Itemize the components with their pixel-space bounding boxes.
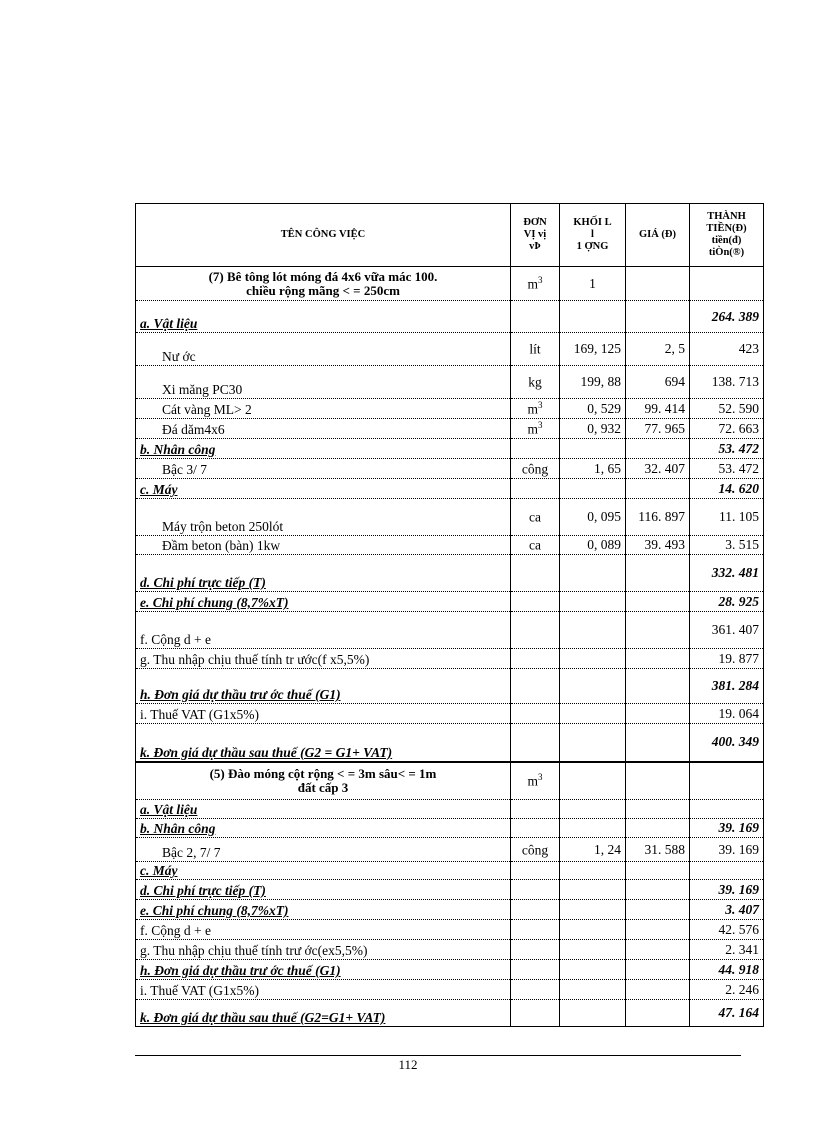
cell-quantity: 1, 65 [560,459,626,479]
item-label: i. Thuế VAT (G1x5%) [140,707,260,722]
table-row [136,479,764,499]
cell-work-name [136,459,511,479]
table-row [136,704,764,724]
table-row [136,333,764,366]
cell-price: 694 [626,366,690,399]
unit-exponent: 3 [538,274,543,285]
page-number: 112 [398,1057,418,1072]
cell-total: 423 [690,333,764,366]
cell-quantity: 199, 88 [560,366,626,399]
category-label: c. Máy [140,482,178,497]
cell-quantity: 0, 932 [560,419,626,439]
cell-price [626,1000,690,1027]
cell-quantity [560,301,626,333]
cell-work-name [136,333,511,366]
cell-unit [511,980,560,1000]
cell-total: 39. 169 [690,838,764,862]
cell-unit [511,592,560,612]
cell-quantity [560,439,626,459]
section-title-line: (7) Bê tông lót móng đá 4x6 vữa mác 100. [208,268,438,284]
cell-total: 42. 576 [690,920,764,940]
cell-quantity: 1, 24 [560,838,626,862]
cell-work-name [136,649,511,669]
item-label: f. Cộng d + e [140,632,211,647]
category-label: h. Đơn giá dự thầu trư ớc thuế (G1) [140,687,341,702]
cell-quantity [560,920,626,940]
cell-work-name [136,301,511,333]
cell-price [626,980,690,1000]
cell-quantity [560,479,626,499]
cell-work-name [136,980,511,1000]
table-row [136,592,764,612]
category-label: a. Vật liệu [140,802,198,817]
cell-unit [511,940,560,960]
cell-work-name [136,960,511,980]
table-header [136,204,764,267]
cell-unit [511,724,560,762]
cell-quantity [560,819,626,838]
table-row [136,459,764,479]
item-label: f. Cộng d + e [140,923,211,938]
cell-price: 77. 965 [626,419,690,439]
table-row [136,980,764,1000]
cell-quantity [560,762,626,800]
cell-total: 3. 515 [690,536,764,555]
cell-price [626,920,690,940]
cell-total: 53. 472 [690,439,764,459]
table-row [136,555,764,592]
cell-price [626,592,690,612]
item-label: g. Thu nhập chịu thuế tính trư ớc(ex5,5%) [140,943,368,958]
header-quantity: KHỐI L l 1 ỢNG [560,204,626,267]
cell-unit [511,900,560,920]
cell-total [690,267,764,301]
cell-work-name [136,366,511,399]
cell-price [626,940,690,960]
cell-total: 53. 472 [690,459,764,479]
cell-price [626,862,690,880]
cell-unit [511,536,560,555]
footer-rule [135,1055,741,1056]
unit-text: lít [529,341,541,357]
item-label: Xi măng PC30 [162,382,243,397]
table-row [136,267,764,301]
cell-price [626,555,690,592]
item-label: i. Thuế VAT (G1x5%) [140,983,260,998]
cell-quantity [560,592,626,612]
item-label: Bậc 2, 7/ 7 [162,845,221,860]
cell-quantity: 169, 125 [560,333,626,366]
cell-work-name [136,862,511,880]
cell-work-name [136,880,511,900]
header-total: THÀNH TIỀN(Đ) tiền(đ) tiÒn(®) [690,204,764,267]
unit-text: m [527,401,538,417]
cell-quantity [560,704,626,724]
cell-price: 31. 588 [626,838,690,862]
table-row [136,960,764,980]
cell-unit [511,960,560,980]
cell-work-name [136,940,511,960]
table-row [136,301,764,333]
section-title-line: (5) Đào móng cột rộng < = 3m sâu< = 1m [209,765,437,781]
cell-total: 400. 349 [690,724,764,762]
cell-unit [511,333,560,366]
item-label: Đá dăm4x6 [162,422,225,437]
cell-total: 39. 169 [690,880,764,900]
header-unit: ĐƠN VỊ vị vÞ [511,204,560,267]
unit-exponent: 3 [538,399,543,410]
cell-total: 14. 620 [690,479,764,499]
cell-price: 99. 414 [626,399,690,419]
table-row [136,366,764,399]
table-row [136,419,764,439]
cell-price [626,800,690,819]
cell-work-name [136,704,511,724]
category-label: k. Đơn giá dự thầu sau thuế (G2 = G1+ VAT) [140,744,393,760]
cell-total: 264. 389 [690,301,764,333]
category-label: d. Chi phí trực tiếp (T) [140,575,266,590]
header-price: GIÁ (Đ) [626,204,690,267]
cell-quantity [560,669,626,704]
cell-unit [511,762,560,800]
cell-quantity [560,862,626,880]
cell-price: 39. 493 [626,536,690,555]
cell-unit [511,366,560,399]
cell-price [626,900,690,920]
cell-total: 19. 064 [690,704,764,724]
estimate-table [135,203,764,1027]
cell-unit [511,301,560,333]
table-row [136,1000,764,1027]
unit-text: ca [529,509,541,525]
cell-price [626,649,690,669]
cell-total: 361. 407 [690,612,764,649]
cell-work-name [136,399,511,419]
item-label: Bậc 3/ 7 [162,462,207,477]
cell-unit [511,704,560,724]
cell-total: 28. 925 [690,592,764,612]
cell-unit [511,800,560,819]
unit-text: m [527,421,538,437]
cell-total: 39. 169 [690,819,764,838]
cell-unit [511,555,560,592]
cell-total: 11. 105 [690,499,764,536]
table-row [136,838,764,862]
cell-unit [511,920,560,940]
cell-work-name [136,439,511,459]
cell-work-name [136,419,511,439]
cell-quantity: 0, 089 [560,536,626,555]
table-row [136,536,764,555]
category-label: b. Nhân công [140,442,216,457]
cell-quantity: 0, 529 [560,399,626,419]
cell-quantity [560,960,626,980]
cell-total: 19. 877 [690,649,764,669]
table-row [136,612,764,649]
unit-text: m [527,773,538,789]
cell-price [626,479,690,499]
category-label: e. Chi phí chung (8,7%xT) [140,595,289,610]
category-label: b. Nhân công [140,821,216,836]
category-label: d. Chi phí trực tiếp (T) [140,883,266,898]
unit-text: ca [529,537,541,553]
cell-quantity [560,980,626,1000]
cell-price [626,612,690,649]
table-row [136,940,764,960]
item-label: Cát vàng ML> 2 [162,402,252,417]
cell-unit [511,267,560,301]
cell-work-name [136,479,511,499]
cell-total: 332. 481 [690,555,764,592]
cell-price: 116. 897 [626,499,690,536]
cell-unit [511,880,560,900]
unit-text: công [521,461,549,477]
unit-exponent: 3 [538,419,543,430]
cell-work-name [136,536,511,555]
cell-work-name [136,838,511,862]
cell-quantity [560,555,626,592]
category-label: a. Vật liệu [140,316,198,331]
section-title-line: đất cấp 3 [297,779,349,795]
cell-unit [511,399,560,419]
table-row [136,649,764,669]
cell-price [626,704,690,724]
table-row [136,900,764,920]
cell-unit [511,459,560,479]
cell-quantity: 1 [560,267,626,301]
cell-price [626,669,690,704]
cell-unit [511,669,560,704]
cell-price [626,267,690,301]
cell-unit [511,612,560,649]
cell-price [626,819,690,838]
cell-price [626,439,690,459]
cell-work-name [136,800,511,819]
cell-quantity [560,649,626,669]
header-name: TÊN CÔNG VIỆC [136,204,511,267]
table-body [136,267,764,1027]
item-label: Máy trộn beton 250lót [162,519,284,534]
cell-price: 32. 407 [626,459,690,479]
item-label: Đầm beton (bàn) 1kw [162,538,281,553]
category-label: c. Máy [140,863,178,878]
category-label: e. Chi phí chung (8,7%xT) [140,903,289,918]
cell-price [626,880,690,900]
table-row [136,819,764,838]
table-row [136,669,764,704]
cell-total: 2. 246 [690,980,764,1000]
cell-unit [511,838,560,862]
table-row [136,399,764,419]
cell-total: 2. 341 [690,940,764,960]
cell-work-name [136,1000,511,1027]
cell-total [690,762,764,800]
category-label: h. Đơn giá dự thầu trư ớc thuế (G1) [140,963,341,978]
table-row [136,920,764,940]
cell-price [626,724,690,762]
cell-work-name [136,900,511,920]
cell-work-name [136,555,511,592]
cell-total: 3. 407 [690,900,764,920]
cell-unit [511,439,560,459]
cell-quantity [560,900,626,920]
cell-unit [511,862,560,880]
cell-unit [511,819,560,838]
table-row [136,800,764,819]
cell-unit [511,479,560,499]
cell-total: 381. 284 [690,669,764,704]
section-title-line: chiều rộng mãng < = 250cm [246,282,400,298]
unit-text: kg [528,374,542,390]
cell-work-name [136,612,511,649]
cell-total: 138. 713 [690,366,764,399]
table-row [136,880,764,900]
cell-price: 2, 5 [626,333,690,366]
item-label: g. Thu nhập chịu thuế tính tr ước(f x5,5%) [140,652,370,667]
cell-quantity [560,724,626,762]
cell-total: 52. 590 [690,399,764,419]
cell-unit [511,419,560,439]
cell-price [626,301,690,333]
cell-quantity [560,800,626,819]
cell-price [626,960,690,980]
unit-text: m [527,276,538,292]
cell-quantity [560,1000,626,1027]
cell-total: 44. 918 [690,960,764,980]
cell-unit [511,499,560,536]
cell-work-name [136,592,511,612]
cell-total [690,862,764,880]
cell-work-name [136,920,511,940]
table-row [136,762,764,800]
category-label: k. Đơn giá dự thầu sau thuế (G2=G1+ VAT) [140,1010,386,1025]
table-row [136,862,764,880]
cell-work-name [136,499,511,536]
table-row [136,439,764,459]
cell-unit [511,649,560,669]
unit-exponent: 3 [538,772,543,782]
cell-quantity [560,612,626,649]
cell-work-name [136,669,511,704]
cell-unit [511,1000,560,1027]
cell-work-name [136,819,511,838]
cell-quantity [560,880,626,900]
table-row [136,724,764,762]
cell-total [690,800,764,819]
cell-quantity [560,940,626,960]
cell-work-name [136,762,511,800]
cell-price [626,762,690,800]
cell-work-name [136,267,511,301]
unit-text: công [521,842,549,858]
cell-work-name [136,724,511,762]
table-row [136,499,764,536]
cell-quantity: 0, 095 [560,499,626,536]
item-label: Nư ớc [162,349,196,364]
cell-total: 47. 164 [690,1000,764,1027]
cell-total: 72. 663 [690,419,764,439]
